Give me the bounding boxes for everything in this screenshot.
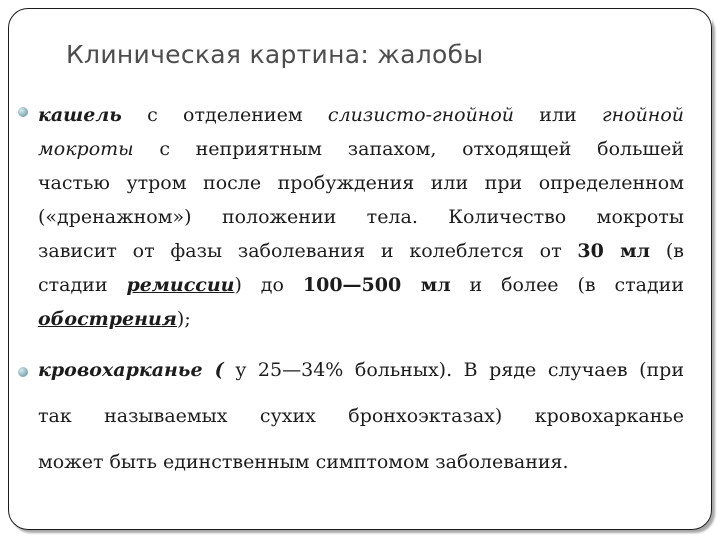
text-run: и более (в стадии	[450, 274, 685, 296]
text-line	[38, 302, 684, 336]
text-run: (в	[650, 240, 684, 262]
text-run: ремиссии	[126, 274, 235, 296]
slide-title: Клиническая картина: жалобы	[66, 40, 484, 69]
text-line	[38, 98, 684, 132]
bullet-text-hemoptysis	[38, 353, 684, 491]
text-line	[38, 132, 684, 166]
text-line	[38, 353, 684, 399]
text-run: 100—500 мл	[302, 274, 451, 296]
text-run: зависит от фазы заболевания и колеблется от	[38, 240, 578, 262]
text-run: может быть единственным симптомом заболевания.	[38, 451, 569, 473]
bullet-icon	[18, 367, 28, 377]
text-run: слизисто-гнойной	[327, 104, 514, 126]
text-run: кашель	[38, 104, 122, 126]
text-run: частью утром после пробуждения или при определенном	[38, 172, 684, 194]
text-run: гнойной	[602, 104, 684, 126]
text-run: или	[514, 104, 603, 126]
text-line	[38, 166, 684, 200]
text-run: с неприятным запахом, отходящей большей	[133, 138, 684, 160]
text-run: с отделением	[121, 104, 328, 126]
text-run: у 25—34% больных). В ряде случаев (при	[223, 359, 684, 381]
text-run: кровохарканье (	[38, 359, 224, 381]
text-line	[38, 200, 684, 234]
text-run: ) до	[234, 274, 303, 296]
bullet-text-cough	[38, 98, 684, 336]
text-run: («дренажном») положении тела. Количество мокроты	[38, 206, 684, 228]
text-run: );	[176, 308, 191, 330]
text-run: так называемых сухих бронхоэктазах) кровохарканье	[38, 405, 684, 427]
text-run: стадии	[38, 274, 127, 296]
text-run: обострения	[38, 308, 177, 330]
text-line	[38, 234, 684, 268]
text-line	[38, 268, 684, 302]
bullet-icon	[18, 107, 28, 117]
text-run: 30 мл	[577, 240, 651, 262]
folded-corner	[686, 8, 712, 34]
text-run: мокроты	[38, 138, 134, 160]
text-line	[38, 399, 684, 445]
text-line	[38, 445, 684, 491]
